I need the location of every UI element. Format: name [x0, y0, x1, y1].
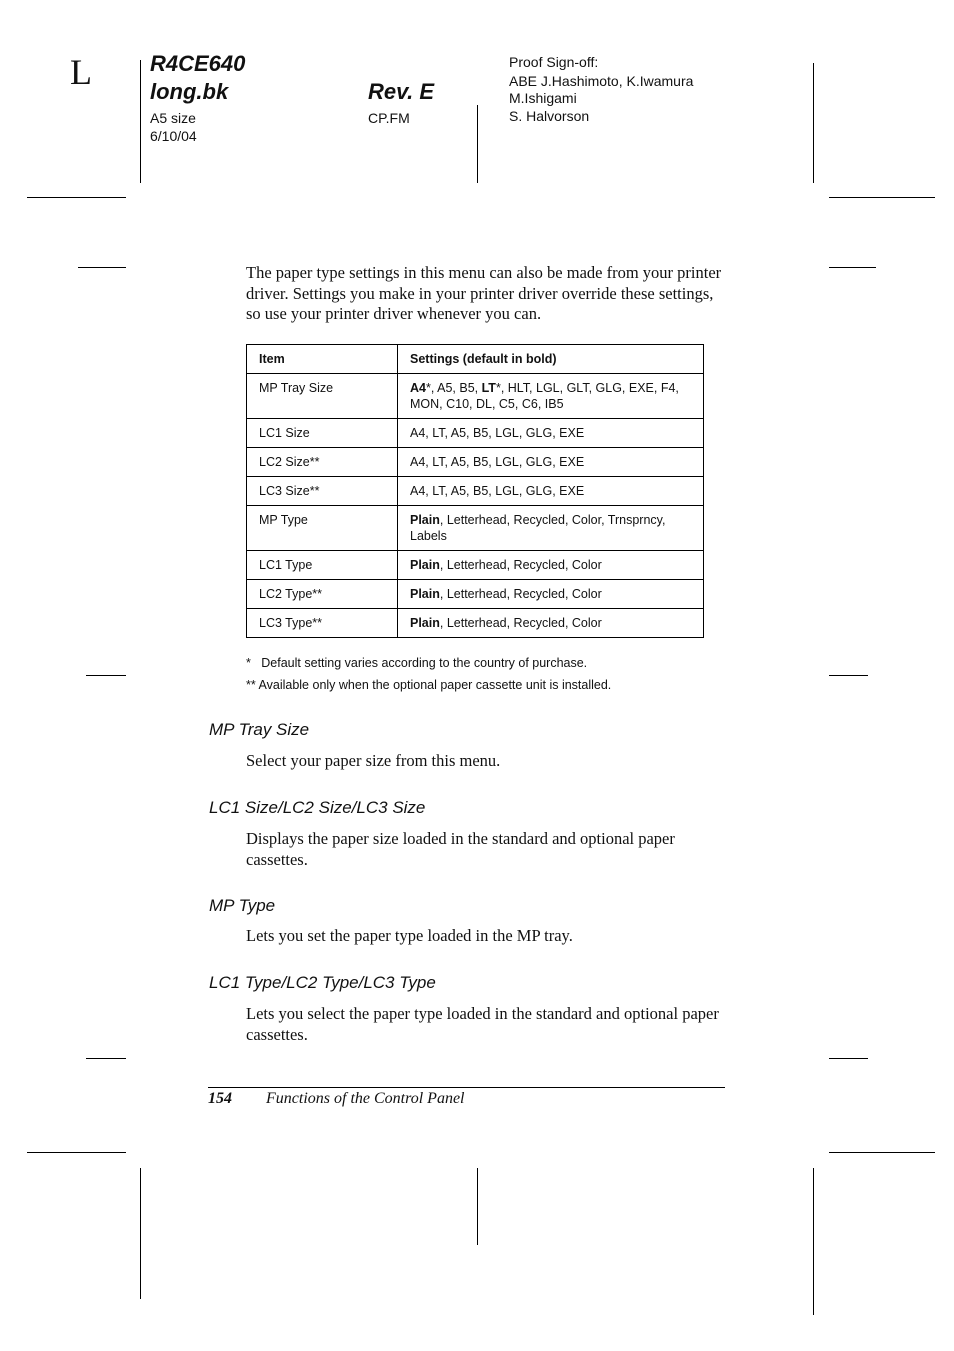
- settings-text: , Letterhead, Recycled, Color: [439, 616, 602, 630]
- settings-text: A4, LT, A5, B5, LGL, GLG, EXE: [410, 455, 585, 469]
- section-text: Displays the paper size loaded in the standard and optional paper cassettes.: [246, 829, 675, 869]
- settings-text: , Letterhead, Recycled, Color, Trnsprncy, Labels: [410, 513, 666, 543]
- table-row: [247, 419, 704, 448]
- default-value: A4: [410, 381, 426, 395]
- intro-paragraph: The paper type settings in this menu can also be made from your printer driver. Settings you make in your printer driver override these settings, so use your printer driver whenever you can.: [246, 263, 722, 323]
- section-text: Select your paper size from this menu.: [246, 751, 501, 770]
- proof-signer: ABE J.Hashimoto, K.Iwamura: [509, 73, 694, 89]
- crop-mark: [813, 1168, 814, 1315]
- table-row: [247, 580, 704, 609]
- settings-text: , Letterhead, Recycled, Color: [439, 587, 602, 601]
- paper-size: A5 size: [150, 110, 196, 126]
- table-row: [247, 374, 704, 419]
- item-cell: LC1 Size: [247, 419, 398, 448]
- item-cell: LC2 Type**: [247, 580, 398, 609]
- section-heading: MP Tray Size: [209, 720, 310, 739]
- settings-table: [246, 344, 704, 638]
- footnote: ** Available only when the optional paper cassette unit is installed.: [246, 678, 612, 692]
- proof-label: Proof Sign-off:: [509, 54, 599, 70]
- section-heading: MP Type: [209, 896, 276, 915]
- settings-cell: [398, 448, 704, 477]
- crop-mark: [140, 60, 141, 183]
- doc-code: R4CE640: [150, 51, 246, 76]
- footnote: * Default setting varies according to the country of purchase.: [246, 656, 588, 670]
- footnote-mark: *: [425, 381, 431, 395]
- page-number: 154: [208, 1090, 232, 1107]
- settings-text: A4, LT, A5, B5, LGL, GLG, EXE: [410, 426, 585, 440]
- crop-mark: [829, 1058, 868, 1059]
- proof-signer: M.Ishigami: [509, 90, 577, 106]
- settings-text: A4, LT, A5, B5, LGL, GLG, EXE: [410, 484, 585, 498]
- settings-cell: [398, 609, 704, 638]
- crop-mark: [829, 267, 876, 268]
- section-text: Lets you select the paper type loaded in the standard and optional paper cassettes.: [246, 1004, 719, 1044]
- crop-mark: [829, 1152, 935, 1153]
- column-header-settings: Settings (default in bold): [398, 345, 704, 374]
- item-cell: LC3 Type**: [247, 609, 398, 638]
- settings-cell: [398, 506, 704, 551]
- table-header-row: [247, 345, 704, 374]
- default-value: Plain: [410, 558, 440, 572]
- default-value: Plain: [410, 616, 440, 630]
- default-value: Plain: [410, 513, 440, 527]
- crop-mark: [27, 1152, 126, 1153]
- item-cell: MP Tray Size: [247, 374, 398, 419]
- crop-mark: [86, 675, 126, 676]
- crop-mark: [86, 1058, 126, 1059]
- crop-mark: [829, 675, 868, 676]
- item-cell: LC2 Size**: [247, 448, 398, 477]
- section-heading: LC1 Type/LC2 Type/LC3 Type: [209, 973, 436, 992]
- section-heading: LC1 Size/LC2 Size/LC3 Size: [209, 798, 426, 817]
- column-header-item: Item: [247, 345, 398, 374]
- item-cell: MP Type: [247, 506, 398, 551]
- item-cell: LC3 Size**: [247, 477, 398, 506]
- crop-mark: [829, 197, 935, 198]
- doc-date: 6/10/04: [150, 128, 197, 144]
- crop-mark: [813, 63, 814, 183]
- crop-mark: [27, 197, 126, 198]
- book-name: long.bk: [150, 79, 229, 104]
- settings-text: , HLT, LGL, GLT, GLG, EXE, F4, MON, C10, DL, C5, C6, IB5: [410, 381, 679, 411]
- settings-cell: [398, 374, 704, 419]
- settings-cell: [398, 477, 704, 506]
- table-row: [247, 551, 704, 580]
- settings-text: , Letterhead, Recycled, Color: [439, 558, 602, 572]
- table-row: [247, 477, 704, 506]
- crop-mark: [477, 105, 478, 183]
- section-text: Lets you set the paper type loaded in the MP tray.: [246, 926, 573, 945]
- crop-mark: [78, 267, 126, 268]
- proof-signer: S. Halvorson: [509, 108, 590, 124]
- item-cell: LC1 Type: [247, 551, 398, 580]
- settings-cell: [398, 580, 704, 609]
- footer-rule: [208, 1087, 725, 1088]
- file-name: CP.FM: [368, 110, 410, 126]
- footnote-mark: *: [495, 381, 501, 395]
- chapter-title: Functions of the Control Panel: [266, 1090, 465, 1107]
- revision: Rev. E: [368, 79, 435, 104]
- page-side-mark: L: [70, 52, 92, 92]
- default-value: LT: [481, 381, 496, 395]
- crop-mark: [140, 1168, 141, 1299]
- table-row: [247, 609, 704, 638]
- table-row: [247, 448, 704, 477]
- settings-text: , A5, B5,: [430, 381, 482, 395]
- settings-cell: [398, 551, 704, 580]
- default-value: Plain: [410, 587, 440, 601]
- table-row: [247, 506, 704, 551]
- settings-cell: [398, 419, 704, 448]
- crop-mark: [477, 1168, 478, 1245]
